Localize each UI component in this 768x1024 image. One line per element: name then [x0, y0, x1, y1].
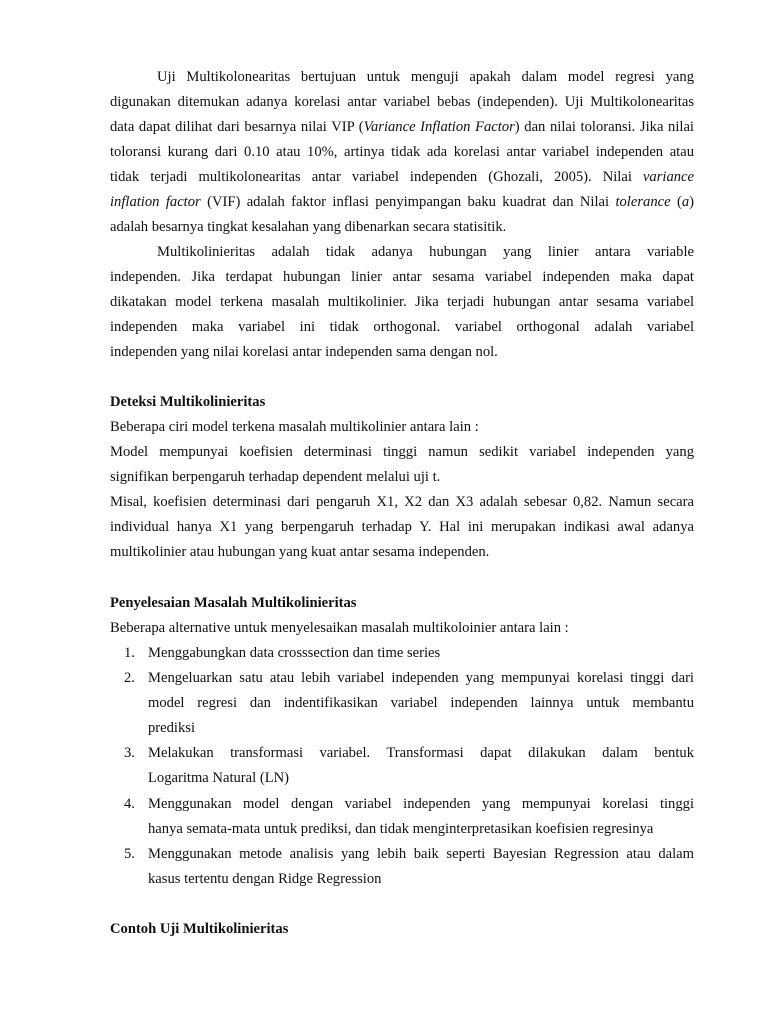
section-heading: Contoh Uji Multikolinieritas	[110, 921, 289, 937]
paragraph-line: independen maka variabel ini tidak orthogonal. variabel orthogonal adalah variabel	[110, 319, 694, 335]
paragraph-line: tidak terjadi multikolonearitas antar variabel independen (Ghozali, 2005). Nilai variance	[110, 169, 694, 185]
paragraph-line: data dapat dilihat dari besarnya nilai VIP (Variance Inflation Factor) dan nilai toloransi. Jika nilai	[110, 119, 694, 135]
paragraph-line: inflation factor (VIF) adalah faktor inflasi penyimpangan baku kuadrat dan Nilai tolerance (a)	[110, 194, 694, 210]
paragraph-line: toloransi kurang dari 0.10 atau 10%, artinya tidak ada korelasi antar variabel independen atau	[110, 144, 694, 160]
section-heading: Deteksi Multikolinieritas	[110, 394, 266, 410]
paragraph-line: digunakan ditemukan adanya korelasi antar variabel bebas (independen). Uji Multikolonearitas	[110, 94, 694, 110]
paragraph-line: Uji Multikolonearitas bertujuan untuk menguji apakah dalam model regresi yang	[157, 69, 694, 85]
paragraph-line: Multikolinieritas adalah tidak adanya hubungan yang linier antara variable	[157, 244, 694, 260]
list-item-line: Menggunakan model dengan variabel independen yang mempunyai korelasi tinggi	[148, 796, 694, 812]
list-number: 2.	[124, 670, 135, 686]
list-item-line: Menggunakan metode analisis yang lebih baik seperti Bayesian Regression atau dalam	[148, 846, 694, 862]
paragraph-line: dikatakan model terkena masalah multikolinier. Jika terjadi hubungan antar sesama variabel	[110, 294, 694, 310]
list-item-line: model regresi dan indentifikasikan variabel independen lainnya untuk membantu	[148, 695, 694, 711]
list-number: 5.	[124, 846, 135, 862]
section-heading: Penyelesaian Masalah Multikolinieritas	[110, 595, 357, 611]
paragraph-line: multikolinier atau hubungan yang kuat antar sesama independen.	[110, 544, 490, 560]
list-item-line: prediksi	[148, 720, 196, 736]
paragraph-line: individual hanya X1 yang berpengaruh terhadap Y. Hal ini merupakan indikasi awal adanya	[110, 519, 694, 535]
list-item-line: Mengeluarkan satu atau lebih variabel independen yang mempunyai korelasi tinggi dari	[148, 670, 694, 686]
paragraph-line: Beberapa alternative untuk menyelesaikan masalah multikoloinier antara lain :	[110, 620, 569, 636]
list-item-line: Logaritma Natural (LN)	[148, 770, 290, 786]
list-item-line: kasus tertentu dengan Ridge Regression	[148, 871, 382, 887]
paragraph-line: Model mempunyai koefisien determinasi tinggi namun sedikit variabel independen yang	[110, 444, 694, 460]
paragraph-line: signifikan berpengaruh terhadap dependent melalui uji t.	[110, 469, 441, 485]
list-item-line: hanya semata-mata untuk prediksi, dan tidak menginterpretasikan koefisien regresinya	[148, 821, 654, 837]
paragraph-line: adalah besarnya tingkat kesalahan yang dibenarkan secara statisitik.	[110, 219, 507, 235]
paragraph-line: Beberapa ciri model terkena masalah multikolinier antara lain :	[110, 419, 479, 435]
list-number: 1.	[124, 645, 135, 661]
paragraph-line: independen yang nilai korelasi antar independen sama dengan nol.	[110, 344, 498, 360]
list-number: 3.	[124, 745, 135, 761]
list-item-line: Melakukan transformasi variabel. Transformasi dapat dilakukan dalam bentuk	[148, 745, 694, 761]
paragraph-line: Misal, koefisien determinasi dari pengaruh X1, X2 dan X3 adalah sebesar 0,82. Namun secara	[110, 494, 694, 510]
paragraph-line: independen. Jika terdapat hubungan linier antar sesama variabel independen maka dapat	[110, 269, 694, 285]
list-number: 4.	[124, 796, 135, 812]
list-item-line: Menggabungkan data crosssection dan time series	[148, 645, 441, 661]
